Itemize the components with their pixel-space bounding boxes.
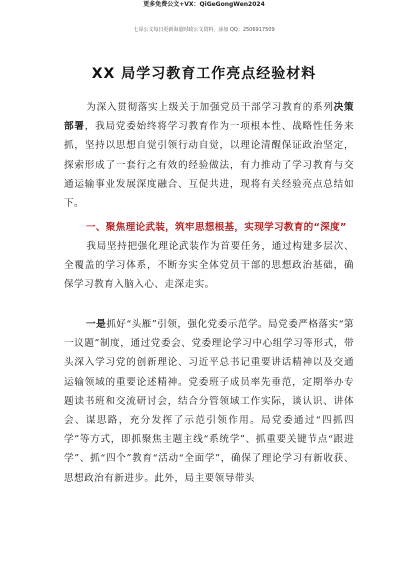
- point-one-label: 一是: [86, 319, 107, 330]
- section-1-text: 我局坚持把强化理论武装作为首要任务，通过构建多层次、全覆盖的学习体系，不断夯实全体党员干部的思想政治基础，确保学习教育入脑入心、走深走实。: [64, 241, 354, 291]
- intro-paragraph: [64, 98, 354, 213]
- section-heading-1: 一、聚焦理论武装，筑牢思想根基，实现学习教育的“深度”: [86, 222, 347, 233]
- intro-bold: 决策部署: [64, 102, 354, 133]
- header-notice: 七哥公文每日更新海量时政公文资料，添加 QQ：2506917509: [133, 27, 275, 33]
- point-one-text: 抓好“头雁”引领，强化党委示范学。局党委严格落实“第一议题”制度，通过党委会、党委理论学习中心组学习等形式，带头深入学习党的创新理论、习近平总书记重要讲话精神以及交通运输领域的重要论述精神。党委班子成员率先垂范，定期举办专题读书班和交流研讨会，结合分管领域工作实际，谈认识、讲体会、谋思路，充分发挥了示范引领作用。局党委通过“四抓四学”等方式，即抓聚焦主题主线“系统学”、抓重要关键节点“跟进学”、抓“四个”教育“活动“全面学”，确保了理论学习有新收获、思想政治有新进步。此外，局主要领导带头: [64, 319, 354, 484]
- promo-banner: 更多免费公文+VX：QiGeGongWen2024: [0, 0, 408, 9]
- section-1-paragraph: [64, 237, 354, 295]
- intro-rest: ，我局党委始终将学习教育作为一项根本性、战略性任务来抓，坚持以思想自觉引领行动自觉，以理论清醒保证政治坚定，探索形成了一套行之有效的经验做法，有力推动了学习教育与交通运输事业发展深度融合、互促共进，现将有关经验亮点总结如下。: [64, 121, 355, 210]
- point-one-paragraph: [64, 315, 354, 488]
- intro-prefix: 为深入贯彻落实上级关于加强党员干部学习教育的系列: [86, 102, 334, 113]
- document-title: XX 局学习教育工作亮点经验材料: [91, 66, 317, 82]
